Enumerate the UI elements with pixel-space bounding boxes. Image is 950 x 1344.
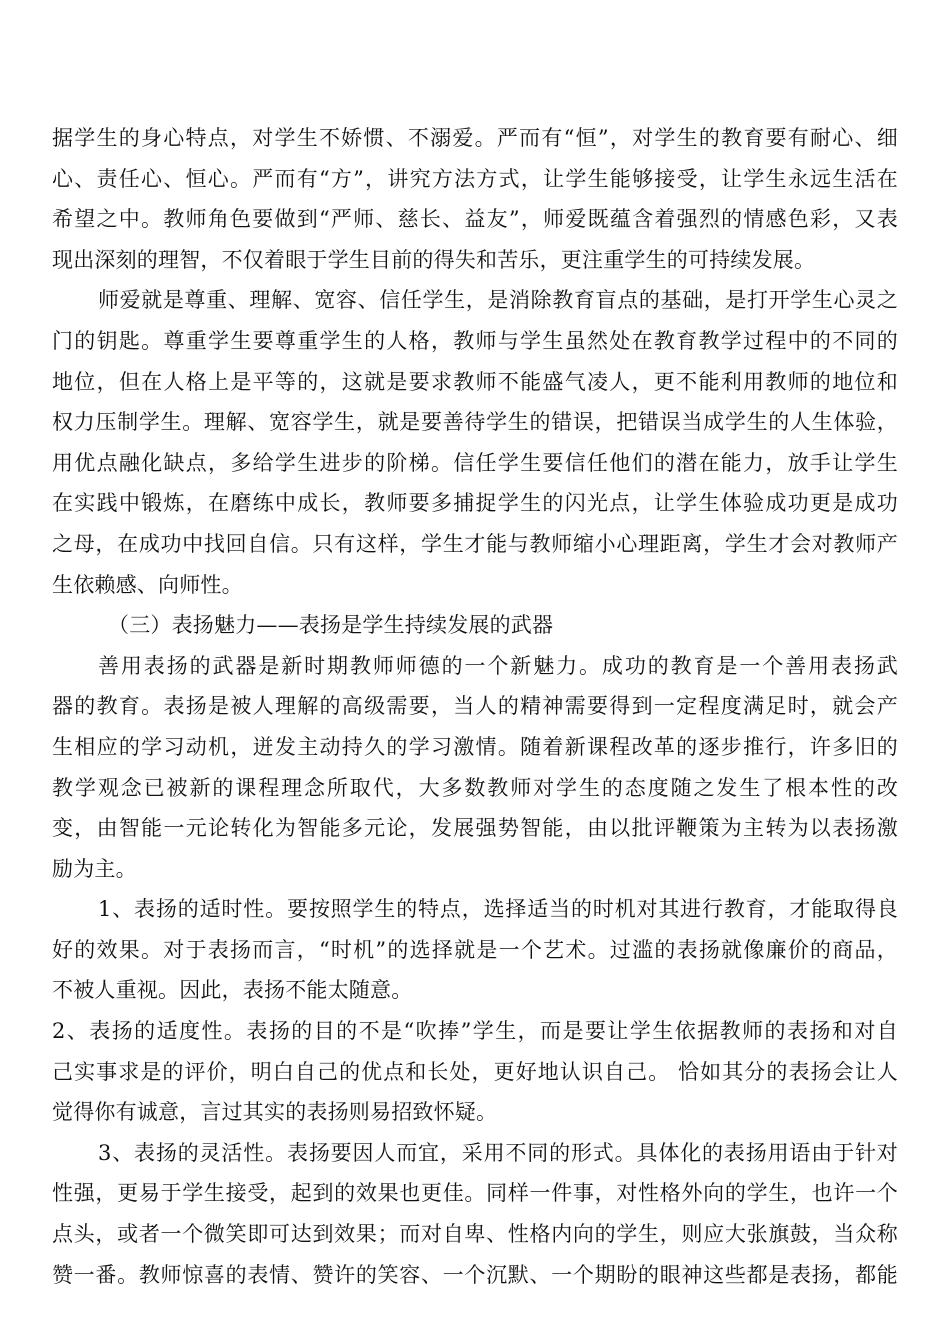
- text-line: 地位，但在人格上是平等的，这就是要求教师不能盛气凌人，更不能利用教师的地位和: [52, 369, 898, 394]
- text-line: 2、表扬的适度性。表扬的目的不是“吹捧”学生，而是要让学生依据教师的表扬和对自: [52, 1019, 898, 1044]
- text-line: 之母，在成功中找回自信。只有这样，学生才能与教师缩小心理距离，学生才会对教师产: [52, 531, 898, 556]
- text-line: 权力压制学生。理解、宽容学生，就是要善待学生的错误，把错误当成学生的人生体验，: [52, 410, 898, 435]
- section-heading: （三）表扬魅力——表扬是学生持续发展的武器: [108, 613, 554, 638]
- text-line: 不被人重视。因此，表扬不能太随意。: [52, 978, 413, 1003]
- text-line: 1、表扬的适时性。要按照学生的特点，选择适当的时机对其进行教育，才能取得良: [98, 897, 898, 922]
- text-line: 师爱就是尊重、理解、宽容、信任学生，是消除教育盲点的基础，是打开学生心灵之: [98, 288, 898, 313]
- text-line: 希望之中。教师角色要做到“严师、慈长、益友”，师爱既蕴含着强烈的情感色彩，又表: [52, 207, 898, 232]
- text-line: 据学生的身心特点，对学生不娇惯、不溺爱。严而有“恒”，对学生的教育要有耐心、细: [52, 126, 898, 150]
- text-line: 门的钥匙。尊重学生要尊重学生的人格，教师与学生虽然处在教育教学过程中的不同的: [52, 328, 898, 353]
- text-line: 善用表扬的武器是新时期教师师德的一个新魅力。成功的教育是一个善用表扬武: [98, 653, 898, 678]
- text-line: 性强，更易于学生接受，起到的效果也更佳。同样一件事，对性格外向的学生，也许一个: [52, 1181, 898, 1206]
- text-line: 教学观念已被新的课程理念所取代，大多数教师对学生的态度随之发生了根本性的改: [52, 775, 898, 800]
- text-line: 在实践中锻炼，在磨练中成长，教师要多捕捉学生的闪光点，让学生体验成功更是成功: [52, 491, 898, 516]
- text-line: 励为主。: [52, 856, 137, 881]
- text-line: 点头，或者一个微笑即可达到效果；而对自卑、性格内向的学生，则应大张旗鼓，当众称: [52, 1222, 898, 1247]
- text-line: 3、表扬的灵活性。表扬要因人而宜，采用不同的形式。具体化的表扬用语由于针对: [98, 1140, 898, 1165]
- text-line: 己实事求是的评价，明白自己的优点和长处，更好地认识自己。 恰如其分的表扬会让人: [52, 1059, 898, 1084]
- text-line: 变，由智能一元论转化为智能多元论，发展强势智能，由以批评鞭策为主转为以表扬激: [52, 816, 898, 841]
- text-line: 用优点融化缺点，多给学生进步的阶梯。信任学生要信任他们的潜在能力，放手让学生: [52, 450, 898, 475]
- text-line: 心、责任心、恒心。严而有“方”，讲究方法方式，让学生能够接受，让学生永远生活在: [52, 166, 898, 191]
- text-line: 赞一番。教师惊喜的表情、赞许的笑容、一个沉默、一个期盼的眼神这些都是表扬，都能: [52, 1262, 898, 1287]
- text-line: 生相应的学习动机，迸发主动持久的学习激情。随着新课程改革的逐步推行，许多旧的: [52, 734, 898, 759]
- text-line: 器的教育。表扬是被人理解的高级需要，当人的精神需要得到一定程度满足时，就会产: [52, 694, 898, 719]
- text-line: 生依赖感、向师性。: [52, 572, 243, 597]
- text-line: 觉得你有诚意，言过其实的表扬则易招致怀疑。: [52, 1100, 498, 1125]
- body-text: [52, 118, 898, 1295]
- text-line: 现出深刻的理智，不仅着眼于学生目前的得失和苦乐，更注重学生的可持续发展。: [52, 247, 816, 272]
- text-line: 好的效果。对于表扬而言，“时机”的选择就是一个艺术。过滥的表扬就像廉价的商品，: [52, 937, 898, 962]
